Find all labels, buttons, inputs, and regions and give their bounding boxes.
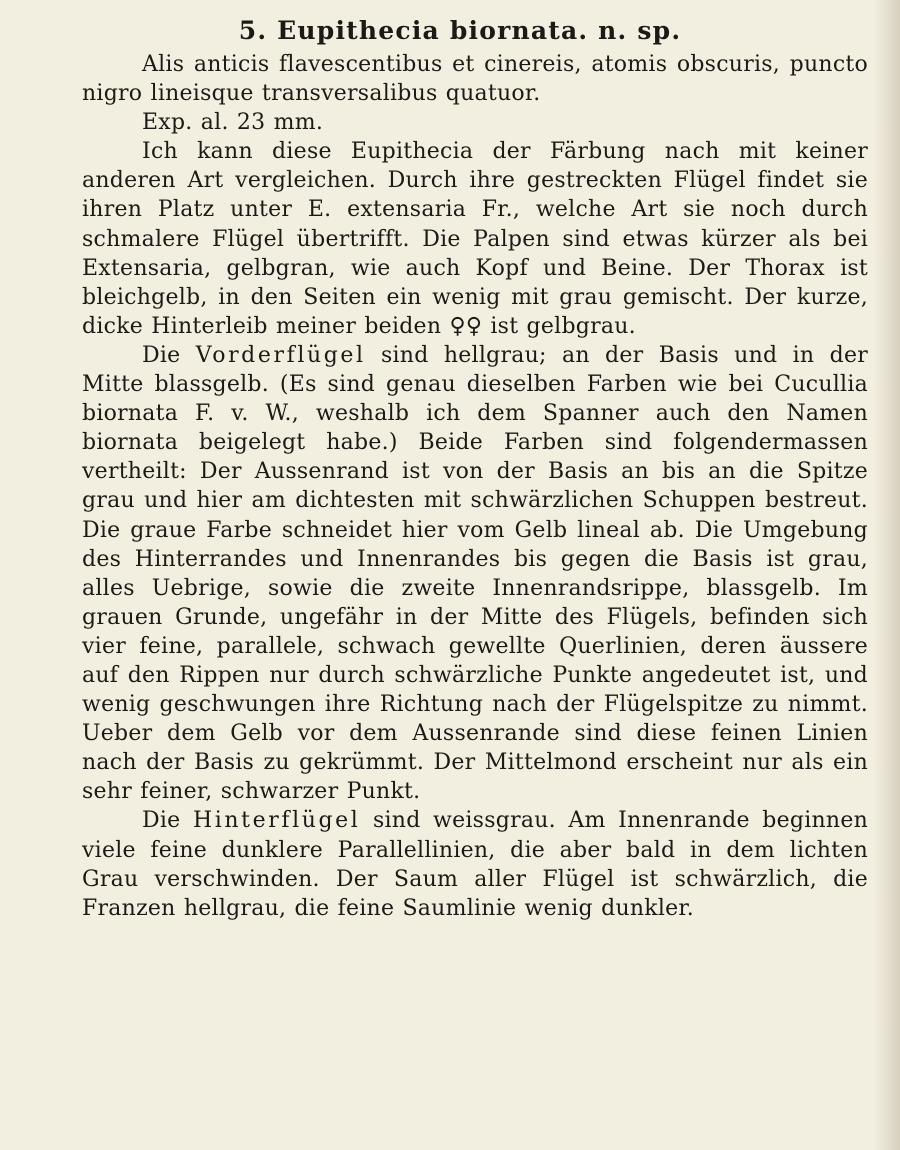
hindwing-paragraph — [82, 806, 868, 922]
page-edge-shadow — [874, 0, 900, 1150]
hindwing-term: Hinterflügel — [192, 808, 361, 834]
forewing-paragraph — [82, 341, 868, 807]
species-heading: 5. Eupithecia biornata. n. sp. — [238, 16, 682, 45]
forewing-term: Vorderflügel — [195, 342, 366, 368]
hindwing-lead-word: Die — [142, 808, 181, 834]
latin-diagnosis: Alis anticis flavescentibus et cinereis, atomis obscuris, puncto nigro lineisque transversalibus quatuor. — [82, 52, 868, 107]
hindwing-description: sind weissgrau. Am Innenrande beginnen viele feine dunklere Parallellinien, die aber bald in dem lichten Grau verschwinden. Der Saum aller Flügel ist schwärzlich, die Franzen hellgrau, die feine Saumlinie wenig dunkler. — [82, 808, 869, 921]
wing-expanse: Exp. al. 23 mm. — [142, 110, 324, 136]
forewing-lead-word: Die — [142, 342, 181, 368]
forewing-description: sind hellgrau; an der Basis und in der Mitte blassgelb. (Es sind genau dieselben Farben wie bei Cucullia biornata F. v. W., weshalb ich dem Spanner auch den Namen biornata beigelegt habe.) Beide Farben sind folgendermassen vertheilt: Der Aussenrand ist von der Basis an bis an die Spitze grau und hier am dichtesten mit schwärzlichen Schuppen bestreut. Die graue Farbe schneidet hier vom Gelb lineal ab. Die Umgebung des Hinterrandes und Innenrandes bis gegen die Basis ist grau, alles Uebrige, sowie die zweite Innenrandsrippe, blassgelb. Im grauen Grunde, ungefähr in der Mitte des Flügels, befinden sich vier feine, parallele, schwach gewellte Querlinien, deren äussere auf den Rippen nur durch schwärzliche Punkte angedeutet ist, und wenig geschwungen ihre Richtung nach der Flügelspitze zu nimmt. Ueber dem Gelb vor dem Aussenrande sind diese feinen Linien nach der Basis zu gekrümmt. Der Mittelmond erscheint nur als ein sehr feiner, schwarzer Punkt. — [82, 342, 868, 805]
intro-paragraph: Ich kann diese Eupithecia der Färbung nach mit keiner anderen Art vergleichen. Durch ihre gestreckten Flügel findet sie ihren Platz unter E. extensaria Fr., welche Art sie noch durch schmalere Flügel übertrifft. Die Palpen sind etwas kürzer als bei Extensaria, gelbgran, wie auch Kopf und Beine. Der Thorax ist bleichgelb, in den Seiten ein wenig mit grau gemischt. Der kurze, dicke Hinterleib meiner beiden ♀♀ ist gelbgrau. — [82, 139, 868, 339]
